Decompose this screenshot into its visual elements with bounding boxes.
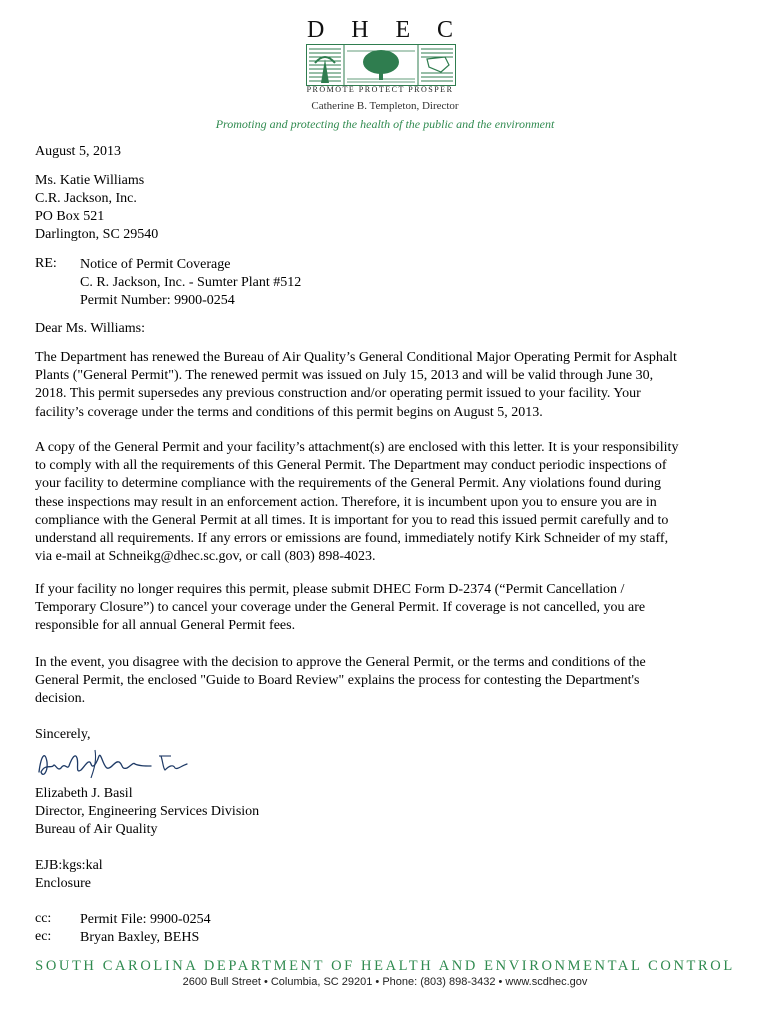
signer-block: [35, 785, 740, 839]
logo-letter-d: D: [307, 17, 325, 43]
paragraph-line: 2018. This permit supersedes any previous construction and/or operating permit issued to your facility. Your: [35, 386, 641, 402]
signer-name: Elizabeth J. Basil: [35, 786, 133, 801]
logo-letter-e: E: [395, 17, 411, 43]
ec-label: ec:: [35, 929, 52, 944]
reference-initials: EJB:kgs:kal: [35, 858, 103, 873]
paragraph-line: The Department has renewed the Bureau of Air Quality’s General Conditional Major Operating Permit for Asphalt: [35, 350, 677, 365]
signature-image: [35, 742, 195, 786]
agency-tagline: Promoting and protecting the health of the public and the environment: [215, 117, 555, 131]
footer-org-name: SOUTH CAROLINA DEPARTMENT OF HEALTH AND ENVIRONMENTAL CONTROL: [35, 958, 735, 974]
paragraph-line: facility’s coverage under the terms and conditions of this permit begins on August 5, 2013.: [35, 404, 543, 420]
letter-date: August 5, 2013: [35, 144, 121, 159]
salutation: Dear Ms. Williams:: [35, 321, 145, 336]
paragraph-line: responsible for all annual General Permit fees.: [35, 618, 296, 634]
paragraph-line: understand all requirements. If any errors or emissions are found, immediately notify Kirk Schneider of my staff,: [35, 531, 669, 547]
recipient-company: C.R. Jackson, Inc.: [35, 191, 137, 206]
logo-letter-h: H: [351, 17, 369, 43]
paragraph-line: compliance with the General Permit at all times. It is important for you to read this issued permit carefully and to: [35, 512, 669, 528]
recipient-address: [35, 172, 740, 244]
paragraph-line: these inspections may result in an enforcement action. Therefore, it is incumbent upon you to ensure you are in: [35, 494, 657, 510]
recipient-name: Ms. Katie Williams: [35, 173, 145, 188]
letterhead: [0, 0, 770, 140]
paragraph-line: Plants ("General Permit"). The renewed permit was issued on July 15, 2013 and will be valid through June 30,: [35, 368, 654, 384]
logo-letter-c: C: [436, 17, 453, 43]
recipient-address-line2: Darlington, SC 29540: [35, 227, 159, 242]
body-paragraph-2: [35, 439, 740, 566]
re-line: Notice of Permit Coverage: [80, 257, 231, 272]
paragraph-line: General Permit, the enclosed "Guide to Board Review" explains the process for contesting the Department's: [35, 673, 640, 689]
footer-address: 2600 Bull Street • Columbia, SC 29201 • Phone: (803) 898-3432 • www.scdhec.gov: [182, 976, 588, 988]
recipient-address-line1: PO Box 521: [35, 209, 105, 224]
re-label: RE:: [35, 256, 57, 271]
paragraph-line: A copy of the General Permit and your facility’s attachment(s) are enclosed with this letter. It is your responsibility: [35, 440, 679, 455]
paragraph-line: If your facility no longer requires this permit, please submit DHEC Form D-2374 (“Permit Cancellation /: [35, 582, 625, 597]
paragraph-line: Temporary Closure”) to cancel your coverage under the General Permit. If coverage is not cancelled, you are: [35, 600, 646, 616]
reference-block: [35, 857, 740, 893]
body-paragraph-3: [35, 581, 740, 636]
dhec-logo-icon: [306, 44, 456, 86]
closing: Sincerely,: [35, 727, 91, 742]
signer-title: Director, Engineering Services Division: [35, 804, 260, 819]
logo-motto: PROMOTE PROTECT PROSPER: [306, 85, 454, 94]
body-paragraph-1: [35, 349, 740, 422]
ec-value: Bryan Baxley, BEHS: [80, 930, 200, 945]
paragraph-line: In the event, you disagree with the decision to approve the General Permit, or the terms and conditions of the: [35, 655, 646, 670]
paragraph-line: via e-mail at Schneikg@dhec.sc.gov, or call (803) 898-4023.: [35, 549, 376, 565]
cc-label: cc:: [35, 911, 52, 926]
body-paragraph-4: [35, 654, 740, 709]
cc-value: Permit File: 9900-0254: [80, 912, 211, 927]
paragraph-line: your facility to determine compliance with the requirements of the General Permit. Any violations found during: [35, 476, 661, 492]
signer-bureau: Bureau of Air Quality: [35, 822, 158, 837]
re-subject: [80, 256, 301, 310]
enclosure-note: Enclosure: [35, 876, 91, 891]
paragraph-line: to comply with all the requirements of this General Permit. The Department may conduct periodic inspections of: [35, 458, 667, 474]
director-line: Catherine B. Templeton, Director: [311, 100, 459, 112]
re-line: Permit Number: 9900-0254: [80, 293, 235, 308]
re-line: C. R. Jackson, Inc. - Sumter Plant #512: [80, 275, 302, 290]
paragraph-line: decision.: [35, 691, 86, 707]
dhec-logo-letters: [307, 18, 453, 42]
